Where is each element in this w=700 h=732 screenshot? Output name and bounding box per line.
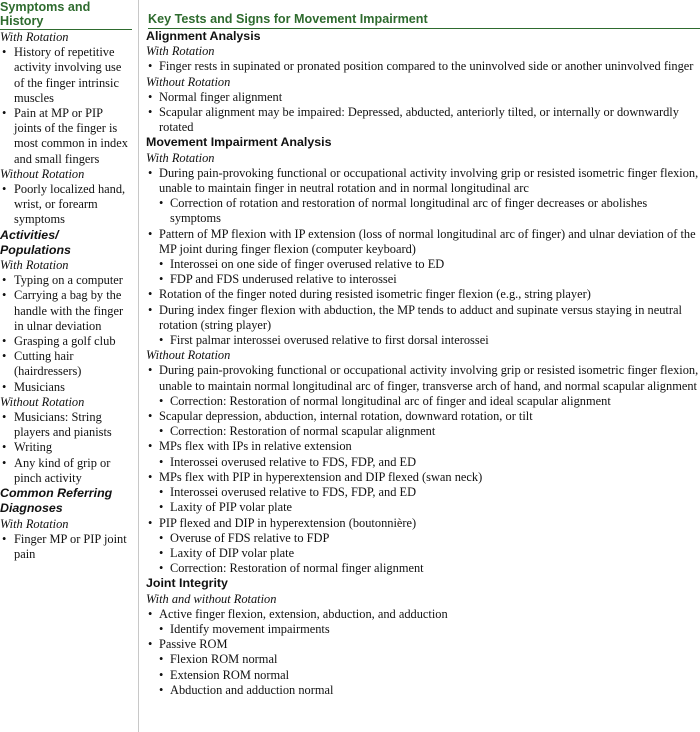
sub-list-item: • Correction: Restoration of normal longitudinal arc of finger and ideal scapular alignment (157, 394, 700, 409)
list-item: • Typing on a computer (0, 273, 132, 288)
diagnoses-list (0, 532, 132, 562)
list-item: • Pattern of MP flexion with IP extension (loss of normal longitudinal arc of finger) and ulnar deviation of the MP joint during finger flexion (computer keyboard) (146, 227, 700, 257)
list-item: • Scapular depression, abduction, internal rotation, downward rotation, or tilt (146, 409, 700, 424)
activities-without-list (0, 410, 132, 486)
sub-list-item: • Correction: Restoration of normal scapular alignment (157, 424, 700, 439)
list-item: • Poorly localized hand, wrist, or forearm symptoms (0, 182, 132, 228)
list-item: • PIP flexed and DIP in hyperextension (boutonnière) (146, 516, 700, 531)
with-rotation-label: With Rotation (0, 30, 69, 44)
joint-rotation-label: With and without Rotation (146, 591, 277, 606)
sub-list-item: • Identify movement impairments (157, 622, 700, 637)
diagnoses-header: Common Referring Diagnoses (0, 486, 113, 516)
sub-list-item: • Correction: Restoration of normal finger alignment (157, 561, 700, 576)
list-item: • History of repetitive activity involving use of the finger intrinsic muscles (0, 45, 132, 106)
activities-header: Activities/ Populations (0, 227, 71, 257)
without-rotation-label: Without Rotation (0, 166, 85, 181)
alignment-without-list (146, 90, 700, 136)
movement-analysis-title: Movement Impairment Analysis (146, 135, 332, 150)
list-item: • Active finger flexion, extension, abduction, and adduction (146, 607, 700, 622)
joint-integrity-list (146, 607, 700, 698)
list-item: • Pain at MP or PIP joints of the finger is most common in index and small fingers (0, 106, 132, 167)
sub-list-item: • Overuse of FDS relative to FDP (157, 531, 700, 546)
diagnoses-with-rotation-label: With Rotation (0, 516, 69, 531)
list-item: • MPs flex with IPs in relative extension (146, 439, 700, 454)
list-item: • Rotation of the finger noted during resisted isometric finger flexion (e.g., string player) (146, 287, 700, 302)
key-tests-header: Key Tests and Signs for Movement Impairment (148, 0, 700, 29)
list-item: • Scapular alignment may be impaired: Depressed, abducted, anteriorly tilted, or internally or downwardly rotated (146, 105, 700, 135)
sub-list-item: • Interossei overused relative to FDS, FDP, and ED (157, 455, 700, 470)
column-divider (138, 0, 139, 732)
activities-with-rotation-label: With Rotation (0, 258, 69, 273)
sub-list-item: • Correction of rotation and restoration of normal longitudinal arc of finger decreases or abolishes symptoms (157, 196, 700, 226)
movement-without-rotation-label: Without Rotation (146, 348, 231, 363)
list-item: • Finger MP or PIP joint pain (0, 532, 132, 562)
movement-with-list (146, 166, 700, 348)
sub-list-item: • Interossei overused relative to FDS, FDP, and ED (157, 485, 700, 500)
list-item: • Normal finger alignment (146, 90, 700, 105)
list-item: • During pain-provoking functional or occupational activity involving grip or resisted isometric finger flexion, unable to maintain finger in neutral rotation and in normal longitudinal arc (146, 166, 700, 196)
sub-list-item: • Laxity of DIP volar plate (157, 546, 700, 561)
symptoms-with-list (0, 45, 132, 167)
list-item: • During pain-provoking functional or occupational activity involving grip or resisted isometric finger flexion, unable to maintain normal longitudinal arc of finger, transverse arch of hand, and normal scapular alignment (146, 363, 700, 393)
movement-without-list (146, 363, 700, 576)
list-item: • Passive ROM (146, 637, 700, 652)
alignment-without-rotation-label: Without Rotation (146, 74, 231, 89)
list-item: • Finger rests in supinated or pronated position compared to the uninvolved side or another uninvolved finger (146, 59, 700, 74)
sub-list-item: • Laxity of PIP volar plate (157, 500, 700, 515)
tests-column (146, 0, 700, 698)
symptoms-history-header: Symptoms and History (0, 0, 132, 30)
sub-list-item: • Flexion ROM normal (157, 652, 700, 667)
alignment-with-rotation-label: With Rotation (146, 44, 215, 59)
list-item: • During index finger flexion with abduction, the MP tends to adduct and supinate versus staying in neutral rotation (string player) (146, 303, 700, 333)
activities-with-list (0, 273, 132, 395)
sub-list-item: • Abduction and adduction normal (157, 683, 700, 698)
movement-with-rotation-label: With Rotation (146, 150, 215, 165)
list-item: • Grasping a golf club (0, 334, 132, 349)
list-item: • Cutting hair (hairdressers) (0, 349, 132, 379)
sub-list-item: • Interossei on one side of finger overused relative to ED (157, 257, 700, 272)
list-item: • Carrying a bag by the handle with the finger in ulnar deviation (0, 288, 132, 334)
list-item: • Musicians (0, 380, 132, 395)
sub-list-item: • FDP and FDS underused relative to interossei (157, 272, 700, 287)
sub-list-item: • First palmar interossei overused relative to first dorsal interossei (157, 333, 700, 348)
joint-integrity-title: Joint Integrity (146, 576, 228, 591)
list-item: • MPs flex with PIP in hyperextension and DIP flexed (swan neck) (146, 470, 700, 485)
sub-list-item: • Extension ROM normal (157, 668, 700, 683)
symptoms-column (0, 0, 132, 562)
list-item: • Musicians: String players and pianists (0, 410, 132, 440)
alignment-analysis-title: Alignment Analysis (146, 29, 261, 43)
activities-without-rotation-label: Without Rotation (0, 394, 85, 409)
symptoms-without-list (0, 182, 132, 228)
alignment-with-list (146, 59, 700, 74)
list-item: • Any kind of grip or pinch activity (0, 456, 132, 486)
list-item: • Writing (0, 440, 132, 455)
